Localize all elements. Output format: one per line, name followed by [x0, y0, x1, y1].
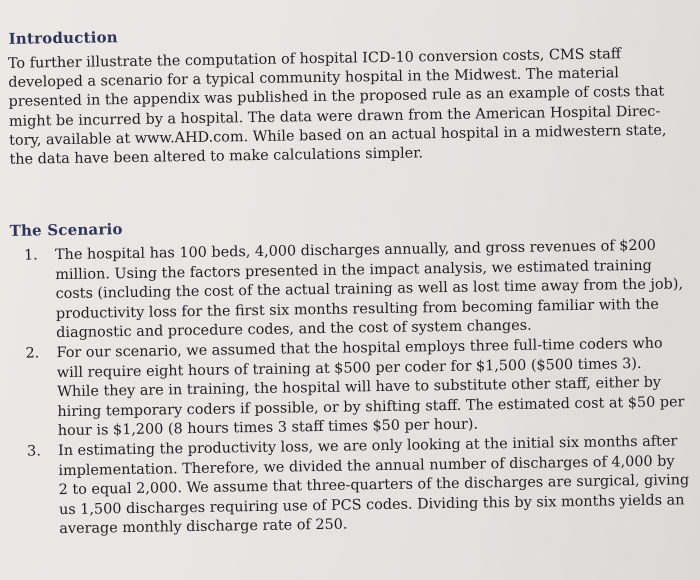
scenario-item-2 [25, 334, 698, 443]
item-line: In estimating the productivity loss, we are only looking at the initial six months after [57, 433, 678, 460]
scenario-item-1 [24, 236, 697, 345]
item-line: average monthly discharge rate of 250. [59, 516, 348, 538]
item-line: hour is $1,200 (8 hours times 3 staff times $50 per hour). [57, 416, 479, 440]
item-line: productivity loss for the first six months resulting from becoming familiar with the [55, 296, 660, 322]
item-line: million. Using the factors presented in the impact analysis, we estimated training [55, 257, 652, 283]
paragraph-line: presented in the appendix was published in the proposed rule as an example of costs that [8, 83, 665, 111]
item-line: While they are in training, the hospital will have to substitute other staff, either by [57, 374, 662, 401]
item-line: For our scenario, we assumed that the hospital employs three full-time coders who [56, 335, 663, 362]
introduction-paragraph [8, 44, 695, 170]
item-line: 2 to equal 2,000. We assume that three-quarters of the discharges are surgical, giving [58, 472, 690, 499]
scenario-list [24, 236, 700, 540]
item-number: 1. [23, 247, 38, 264]
item-line: The hospital has 100 beds, 4,000 discharges annually, and gross revenues of $200 [54, 237, 656, 264]
introduction-heading: Introduction [8, 28, 118, 48]
item-line: hiring temporary coders if possible, or by shifting staff. The estimated cost at $50 per [57, 394, 685, 420]
item-number: 3. [26, 443, 41, 460]
item-line: us 1,500 discharges requiring use of PCS codes. Dividing this by six months yields an [58, 492, 685, 518]
item-line: diagnostic and procedure codes, and the cost of system changes. [56, 318, 532, 342]
paragraph-line: tory, available at www.AHD.com. While based on an actual hospital in a midwestern state, [9, 122, 667, 149]
paragraph-line: might be incurred by a hospital. The data were drawn from the American Hospital Direc- [8, 103, 661, 130]
item-number: 2. [25, 345, 40, 362]
scenario-item-3 [27, 432, 700, 541]
paragraph-line: the data have been altered to make calculations simpler. [9, 145, 424, 168]
item-line: costs (including the cost of the actual training as well as lost time away from the job), [55, 276, 684, 303]
item-line: implementation. Therefore, we divided the annual number of discharges of 4,000 by [58, 452, 675, 479]
paragraph-line: To further illustrate the computation of hospital ICD-10 conversion costs, CMS staff [7, 46, 622, 72]
scenario-heading: The Scenario [9, 220, 123, 240]
item-line: will require eight hours of training at $500 per coder for $1,500 ($500 times 3). [56, 355, 642, 381]
paragraph-line: developed a scenario for a typical community hospital in the Midwest. The material [8, 65, 620, 92]
